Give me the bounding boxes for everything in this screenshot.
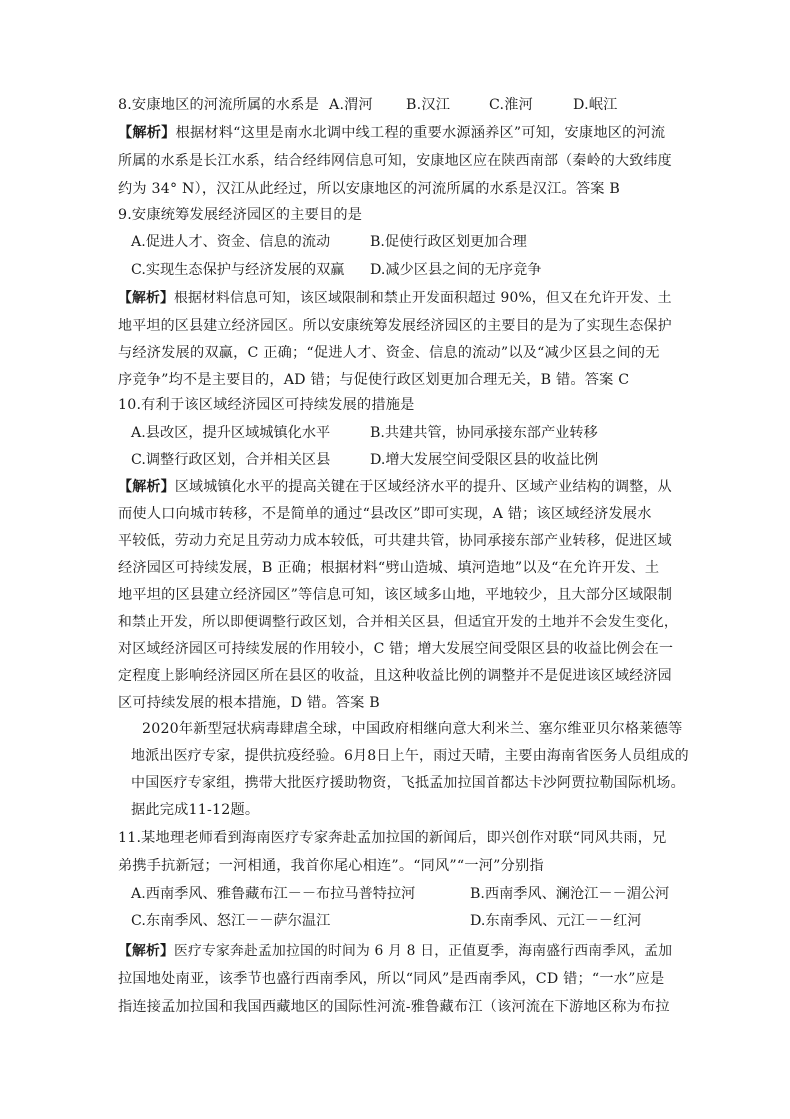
analysis-8-line-2: 所属的水系是长江水系，结合经纬网信息可知，安康地区应在陕西南部（秦岭的大致纬度 bbox=[118, 153, 672, 169]
option-8a: A.渭河 bbox=[329, 97, 373, 113]
analysis-tag: 【解析】 bbox=[118, 479, 175, 495]
analysis-9-line-4: 序竞争”均不是主要目的，AD 错；与促使行政区划更加合理无关，B 错。答案 C bbox=[118, 372, 630, 388]
option-11c: C.东南季风、怒江－－萨尔温江 bbox=[131, 913, 331, 929]
material-line-1: 2020年新型冠状病毒肆虐全球，中国政府相继向意大利米兰、塞尔维亚贝尔格莱德等 bbox=[142, 721, 683, 737]
option-10d: D.增大发展空间受限区县的收益比例 bbox=[370, 452, 599, 468]
option-9d: D.减少区县之间的无序竞争 bbox=[370, 262, 542, 278]
option-11a: A.西南季风、雅鲁藏布江－－布拉马普特拉河 bbox=[131, 886, 416, 902]
analysis-10-line-6: 和禁止开发，所以即便调整行政区划，合并相关区县，但适宜开发的土地并不会发生变化， bbox=[118, 614, 678, 630]
analysis-11-line-3: 指连接孟加拉国和我国西藏地区的国际性河流-雅鲁藏布江（该河流在下游地区称为布拉 bbox=[118, 999, 670, 1015]
analysis-tag: 【解析】 bbox=[118, 125, 176, 141]
question-9-stem: 9.安康统筹发展经济园区的主要目的是 bbox=[118, 207, 363, 223]
analysis-10-line-1: 【解析】区域城镇化水平的提高关键在于区域经济水平的提升、区域产业结构的调整，从 bbox=[118, 479, 672, 495]
analysis-11-line-2: 拉国地处南亚，该季节也盛行西南季风，所以“同风”是西南季风，CD 错；“一水”应是 bbox=[118, 971, 665, 987]
analysis-tag: 【解析】 bbox=[118, 290, 174, 306]
analysis-10-line-8: 定程度上影响经济园区所在县区的收益，且这种收益比例的调整并不是促进该区域经济园 bbox=[118, 668, 672, 684]
option-8d: D.岷江 bbox=[573, 97, 618, 113]
analysis-tag: 【解析】 bbox=[118, 943, 174, 959]
analysis-10-line-5: 地平坦的区县建立经济园区”等信息可知，该区域多山地，平地较少，且大部分区域限制 bbox=[118, 587, 673, 603]
option-9c: C.实现生态保护与经济发展的双赢 bbox=[131, 262, 345, 278]
option-9b: B.促使行政区划更加合理 bbox=[370, 234, 527, 250]
analysis-10-line-4: 经济园区可持续发展，B 正确；根据材料“劈山造城、填河造地”以及“在允许开发、土 bbox=[118, 560, 660, 576]
option-10a: A.县改区，提升区域城镇化水平 bbox=[131, 425, 331, 441]
option-11b: B.西南季风、澜沧江－－湄公河 bbox=[470, 886, 670, 902]
analysis-8-line-3: 约为 34° N），汉江从此经过，所以安康地区的河流所属的水系是汉江。答案 B bbox=[118, 181, 621, 197]
material-line-3: 中国医疗专家组，携带大批医疗援助物资，飞抵孟加拉国首都达卡沙阿贾拉勒国际机场。 bbox=[131, 775, 685, 791]
analysis-9-line-3: 与经济发展的双赢，C 正确；“促进人才、资金、信息的流动”以及“减少区县之间的无 bbox=[118, 345, 660, 361]
analysis-8-line-1: 【解析】根据材料“这里是南水北调中线工程的重要水源涵养区”可知，安康地区的河流 bbox=[118, 125, 666, 141]
option-8b: B.汉江 bbox=[406, 97, 451, 113]
material-line-2: 地派出医疗专家，提供抗疫经验。6月8日上午，雨过天晴，主要由海南省医务人员组成的 bbox=[131, 748, 689, 764]
question-11-stem-line-2: 弟携手抗新冠；一河相通，我首你尾心相连”。“同风”“一河”分别指 bbox=[118, 858, 544, 874]
option-10c: C.调整行政区划，合并相关区县 bbox=[131, 452, 331, 468]
option-8c: C.淮河 bbox=[489, 97, 534, 113]
material-line-4: 据此完成11-12题。 bbox=[131, 802, 260, 818]
question-8-stem: 8.安康地区的河流所属的水系是 bbox=[118, 97, 319, 113]
option-11d: D.东南季风、元江－－红河 bbox=[470, 913, 642, 929]
question-10-stem: 10.有利于该区域经济园区可持续发展的措施是 bbox=[118, 397, 415, 413]
analysis-10-line-7: 对区域经济园区可持续发展的作用较小，C 错；增大发展空间受限区县的收益比例会在一 bbox=[118, 641, 674, 657]
analysis-9-line-1: 【解析】根据材料信息可知，该区域限制和禁止开发面积超过 90%，但又在允许开发、土 bbox=[118, 290, 672, 306]
analysis-10-line-3: 平较低，劳动力充足且劳动力成本较低，可共建共管，协同承接东部产业转移，促进区域 bbox=[118, 533, 672, 549]
question-8 bbox=[118, 95, 678, 115]
option-10b: B.共建共管，协同承接东部产业转移 bbox=[370, 425, 598, 441]
analysis-9-line-2: 地平坦的区县建立经济园区。所以安康统筹发展经济园区的主要目的是为了实现生态保护 bbox=[118, 318, 672, 334]
analysis-10-line-9: 区可持续发展的根本措施，D 错。答案 B bbox=[118, 695, 380, 711]
analysis-10-line-2: 而使人口向城市转移，不是简单的通过“县改区”即可实现，A 错；该区域经济发展水 bbox=[118, 506, 652, 522]
analysis-11-line-1: 【解析】医疗专家奔赴孟加拉国的时间为 6 月 8 日，正值夏季，海南盛行西南季风，孟加 bbox=[118, 943, 673, 959]
option-9a: A.促进人才、资金、信息的流动 bbox=[131, 234, 331, 250]
question-11-stem-line-1: 11.某地理老师看到海南医疗专家奔赴孟加拉国的新闻后，即兴创作对联“同风共雨，兄 bbox=[118, 830, 667, 846]
